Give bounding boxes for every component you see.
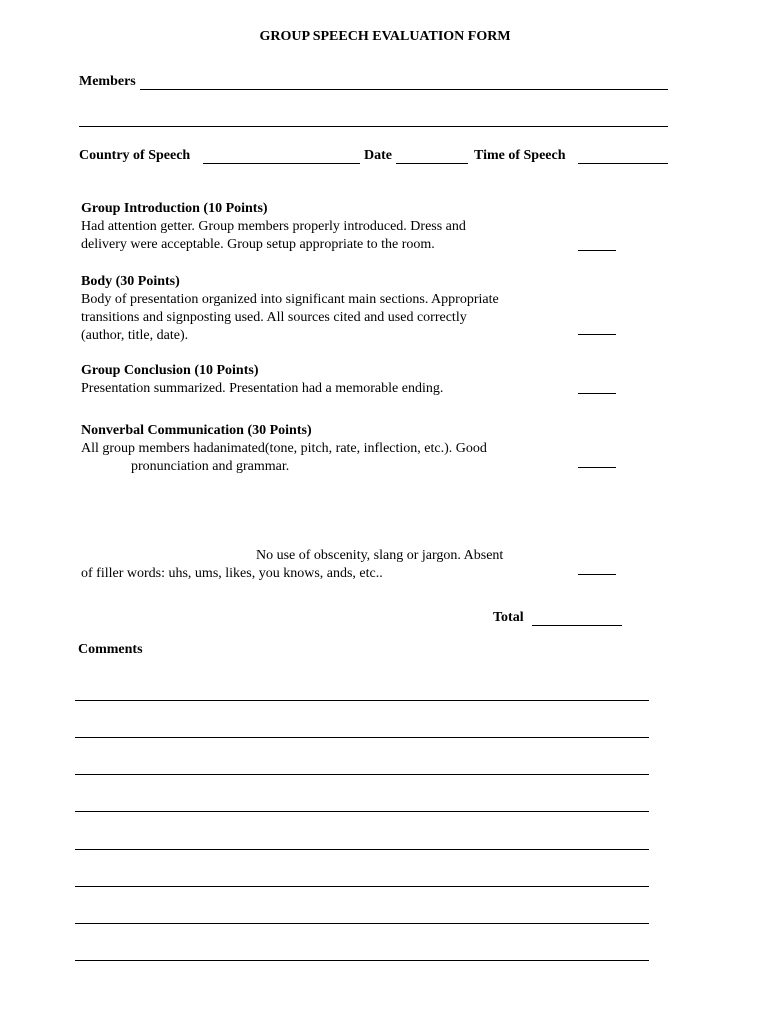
group-conclusion-score-field[interactable] xyxy=(578,393,616,394)
body-score-field[interactable] xyxy=(578,334,616,335)
members-label: Members xyxy=(79,74,136,89)
group-introduction-score-field[interactable] xyxy=(578,250,616,251)
comments-line[interactable] xyxy=(75,960,649,961)
section-text-line: pronunciation and grammar. xyxy=(131,459,290,474)
comments-line[interactable] xyxy=(75,737,649,738)
time-of-speech-label: Time of Speech xyxy=(474,148,566,163)
section-heading: Group Conclusion (10 Points) xyxy=(81,363,259,378)
section-text-line: delivery were acceptable. Group setup appropriate to the room. xyxy=(81,237,435,252)
section-text-line: (author, title, date). xyxy=(81,328,189,343)
language-score-field[interactable] xyxy=(578,574,616,575)
country-of-speech-label: Country of Speech xyxy=(79,148,191,163)
country-of-speech-field[interactable] xyxy=(203,163,360,164)
nonverbal-communication-score-field[interactable] xyxy=(578,467,616,468)
section-text-line: transitions and signposting used. All sources cited and used correctly xyxy=(81,310,467,325)
comments-line[interactable] xyxy=(75,886,649,887)
comments-line[interactable] xyxy=(75,923,649,924)
section-heading: Body (30 Points) xyxy=(81,274,180,289)
section-group-introduction xyxy=(81,200,466,254)
members-field-line-2[interactable] xyxy=(79,126,668,127)
comments-line[interactable] xyxy=(75,774,649,775)
section-heading: Group Introduction (10 Points) xyxy=(81,201,268,216)
comments-line[interactable] xyxy=(75,849,649,850)
language-text-line-2: of filler words: uhs, ums, likes, you knows, ands, etc.. xyxy=(81,566,383,581)
section-heading: Nonverbal Communication (30 Points) xyxy=(81,423,312,438)
section-text-line: Had attention getter. Group members properly introduced. Dress and xyxy=(81,219,466,234)
form-title: GROUP SPEECH EVALUATION FORM xyxy=(259,29,511,44)
section-nonverbal-communication xyxy=(81,422,487,476)
members-field-line-1[interactable] xyxy=(140,89,668,90)
comments-line[interactable] xyxy=(75,811,649,812)
section-body xyxy=(81,273,499,345)
total-label: Total xyxy=(493,610,524,625)
date-field[interactable] xyxy=(396,163,468,164)
comments-line[interactable] xyxy=(75,700,649,701)
comments-label: Comments xyxy=(78,642,143,657)
section-text-line: Body of presentation organized into significant main sections. Appropriate xyxy=(81,292,499,307)
section-text-line: All group members hadanimated(tone, pitch, rate, inflection, etc.). Good xyxy=(81,441,487,456)
section-text-line: Presentation summarized. Presentation had a memorable ending. xyxy=(81,381,444,396)
section-group-conclusion xyxy=(81,362,443,398)
date-label: Date xyxy=(364,148,392,163)
time-of-speech-field[interactable] xyxy=(578,163,668,164)
language-text-line-1: No use of obscenity, slang or jargon. Absent xyxy=(256,548,504,563)
total-field[interactable] xyxy=(532,625,622,626)
